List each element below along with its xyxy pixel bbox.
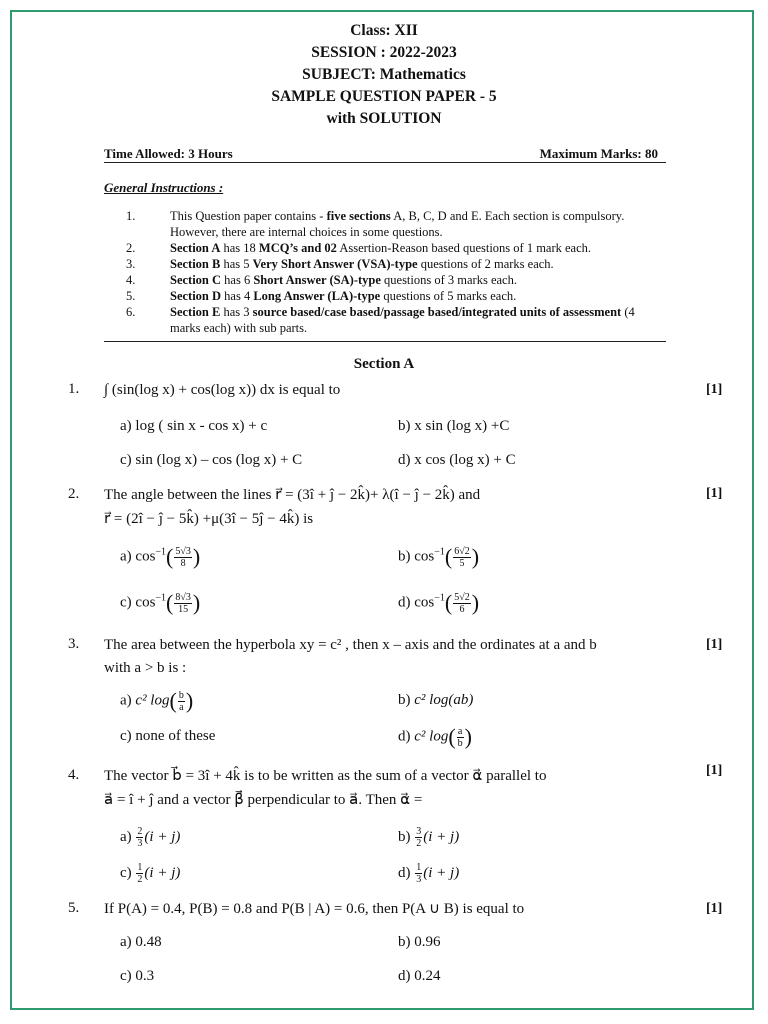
question-marks: [1] (706, 382, 723, 397)
class-label: Class: XII (350, 22, 418, 39)
option-d: d) 0.24 (398, 968, 441, 984)
question-marks: [1] (706, 486, 723, 501)
option-b: b) $\frac{3}{2}$ (i + j) (398, 826, 460, 849)
question-text-line2: with a > b is : (104, 660, 187, 676)
option-d: d) $\frac{1}{3}$ (i + j) (398, 862, 460, 885)
question-text: ∫ (sin(log x) + cos(log x)) dx is equal to (104, 382, 341, 398)
option-c: c) $\frac{1}{2}$ (i + j) (120, 862, 181, 885)
section-title: Section A (353, 356, 415, 372)
question-text-line2: a⃗ = î + ĵ and a vector β⃗ perpendicular to a⃗. Then α⃗ = (104, 792, 423, 808)
question-number: 5. (68, 900, 80, 916)
question-text-line2: r⃗ = (2î − ĵ − 5k̂) +μ(3î − 5ĵ − 4k̂) is (104, 511, 314, 527)
question-number: 3. (68, 636, 80, 652)
option-a: a) 0.48 (120, 934, 162, 950)
option-c: c) sin (log x) – cos (log x) + C (120, 452, 303, 468)
option-d: d) c² log( $\frac{a}{b}$ ) (398, 724, 472, 749)
divider (104, 341, 666, 342)
option-b: b) 0.96 (398, 934, 441, 950)
option-b: b) $\cos^{-1}$( $\frac{6√2}{5}$ ) (398, 544, 480, 569)
option-b: b) x sin (log x) +C (398, 418, 510, 434)
session-label: SESSION : 2022-2023 (311, 44, 457, 61)
solution-label: with SOLUTION (326, 110, 442, 127)
question-number: 4. (68, 767, 80, 783)
question-text: The area between the hyperbola xy = c² , then x – axis and the ordinates at a and b (104, 637, 597, 653)
time-allowed: Time Allowed: 3 Hours (104, 146, 233, 161)
question-number: 2. (68, 486, 80, 502)
option-a: a) $\cos^{-1}$( $\frac{5√3}{8}$ ) (120, 544, 201, 569)
option-b: b) c² log(ab) (398, 692, 474, 708)
question-marks: [1] (706, 763, 723, 778)
option-a: a) log ( sin x - cos x) + c (120, 418, 268, 434)
divider (104, 162, 666, 163)
option-a: a) c² log( $\frac{b}{a}$ ) (120, 688, 194, 713)
option-c: c) none of these (120, 728, 216, 744)
option-a: a) $\frac{2}{3}$ (i + j) (120, 826, 181, 849)
subject-label: SUBJECT: Mathematics (302, 66, 466, 83)
question-text: If P(A) = 0.4, P(B) = 0.8 and P(B | A) = 0.6, then P(A ∪ B) is equal to (104, 901, 525, 917)
paper-title: SAMPLE QUESTION PAPER - 5 (271, 88, 497, 105)
question-number: 1. (68, 381, 80, 397)
option-d: d) $\cos^{-1}$( $\frac{5√2}{6}$ ) (398, 590, 480, 615)
option-c: c) $\cos^{-1}$( $\frac{8√3}{15}$ ) (120, 590, 201, 615)
question-marks: [1] (706, 637, 723, 652)
instructions-heading: General Instructions : (104, 180, 224, 195)
question-text: The vector b⃗ = 3î + 4k̂ is to be written as the sum of a vector α⃗ parallel to (104, 768, 547, 784)
question-text: The angle between the lines r⃗ = (3î + ĵ − 2k̂)+ λ(î − ĵ − 2k̂) and (104, 487, 481, 503)
question-marks: [1] (706, 901, 723, 916)
option-d: d) x cos (log x) + C (398, 452, 516, 468)
meta-row (104, 146, 666, 162)
maximum-marks: Maximum Marks: 80 (539, 146, 658, 161)
option-c: c) 0.3 (120, 968, 155, 984)
